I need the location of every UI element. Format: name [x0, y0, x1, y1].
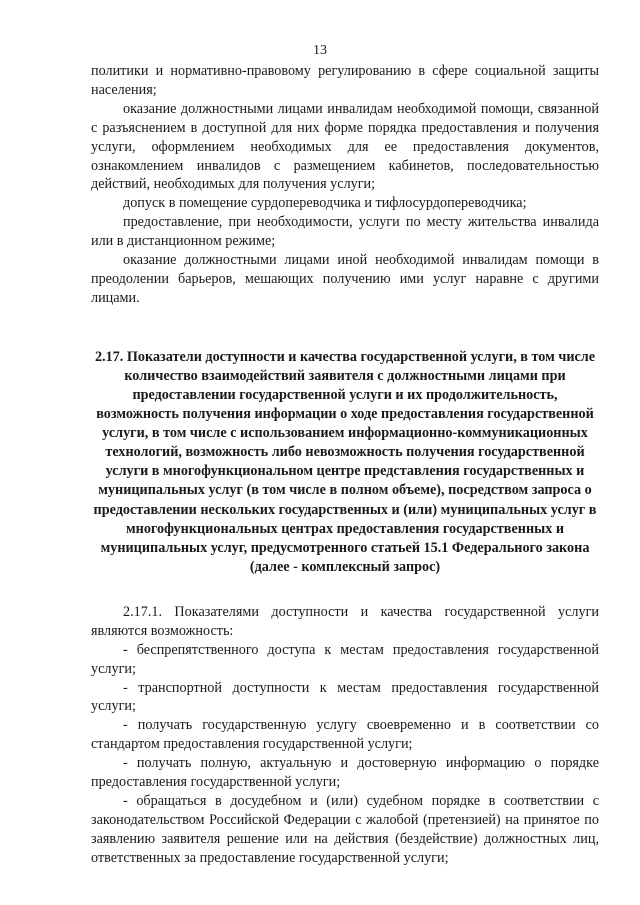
list-item: - обращаться в досудебном и (или) судебном порядке в соответствии с законодательством Российской Федерации с жалобой (претензией) на принятое по заявлению заявителя решение или на действия (бездействие) должностных лиц, ответственных за предоставление государственной услуги; — [91, 792, 599, 866]
paragraph: оказание должностными лицами инвалидам необходимой помощи, связанной с разъяснением в доступной для них форме порядка предоставления и получения услуги, оформлением необходимых для ее предоставления документов, ознакомлением инвалидов с размещением кабинетов, последовательностью действий, необходимых для получения услуги; — [91, 100, 599, 193]
page-number: 13 — [313, 43, 327, 58]
paragraph: политики и нормативно-правовому регулированию в сфере социальной защиты населения; — [91, 63, 599, 98]
paragraph: допуск в помещение сурдопереводчика и тифлосурдопереводчика; — [123, 195, 527, 212]
paragraph: 2.17.1. Показателями доступности и качества государственной услуги являются возможность: — [91, 603, 599, 639]
list-item: - получать государственную услугу своевременно и в соответствии со стандартом предоставления государственной услуги; — [91, 717, 599, 753]
list-item: - получать полную, актуальную и достоверную информацию о порядке предоставления государственной услуги; — [91, 755, 599, 791]
paragraph: предоставление, при необходимости, услуги по месту жительства инвалида или в дистанционном режиме; — [91, 214, 599, 250]
paragraph: оказание должностными лицами иной необходимой инвалидам помощи в преодолении барьеров, мешающих получению ими услуг наравне с другими лицами. — [91, 252, 599, 306]
page-content — [91, 62, 599, 868]
list-item: - транспортной доступности к местам предоставления государственной услуги; — [91, 679, 599, 715]
section-heading: 2.17. Показатели доступности и качества государственной услуги, в том числе количество взаимодействий заявителя с должностными лицами при предоставлении государственной услуги и их продолжительность, возможность получения информации о ходе предоставления государственной услуги, в том числе с использованием информационно-коммуникационных технологий, возможность либо невозможность получения государственной услуги в многофункциональном центре представления государственных и муниципальных услуг (в том числе в полном объеме), посредством запроса о предоставлении нескольких государственных и (или) муниципальных услуг в многофункциональных центрах предоставления государственных и муниципальных услуг, предусмотренного статьей 15.1 Федерального закона (далее - комплексный запрос) — [93, 348, 597, 575]
list-item: - беспрепятственного доступа к местам предоставления государственной услуги; — [91, 641, 599, 677]
